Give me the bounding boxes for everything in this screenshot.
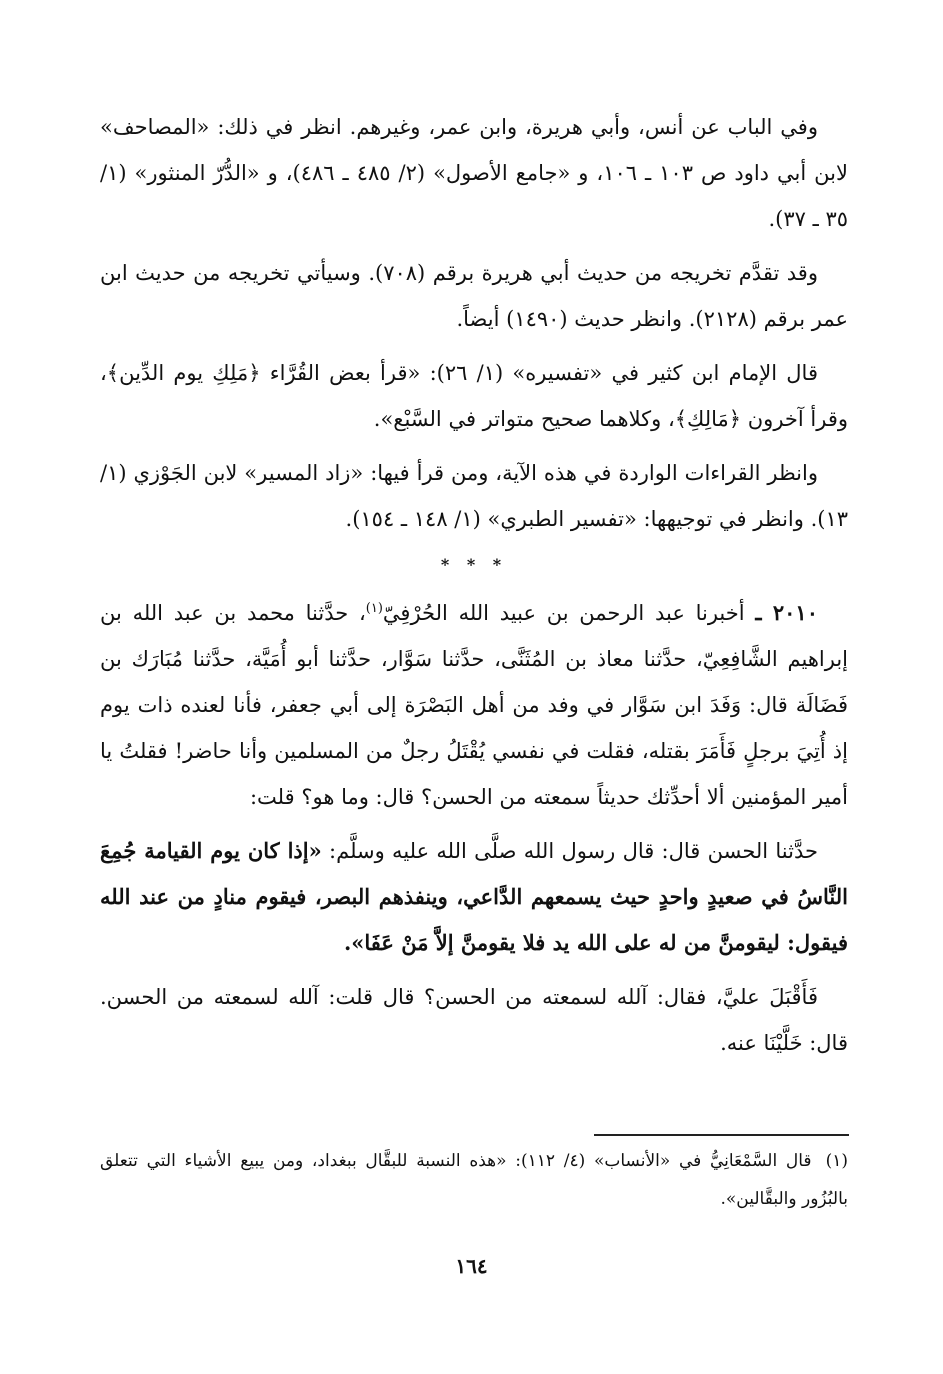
footnote-number: (١) (825, 1151, 848, 1171)
paragraph-references: وفي الباب عن أنس، وأبي هريرة، وابن عمر، وغيرهم. انظر في ذلك: «المصاحف» لابن أبي داود ص ١٠٣ ـ ١٠٦، و «جامع الأصول» (٢/ ٤٨٥ ـ ٤٨٦)، و «الدُّرّ المنثور» (١/ ٣٥ ـ ٣٧). (100, 115, 848, 231)
hadith-isnad (100, 590, 848, 820)
isnad-text-rest: ، حدَّثنا محمد بن عبد الله بن إبراهيم الشَّافِعِيّ، حدَّثنا معاذ بن المُثَنَّى، حدَّثنا سَوَّار، حدَّثنا أبو أُمَيَّة، حدَّثنا مُبَارَك بن فَضَالَة قال: وَفَدَ ابن سَوَّار في وفد من أهل البَصْرَة إلى أبي جعفر، فأنا لعنده ذات يوم إذ أُتِيَ برجلٍ فَأَمَرَ بقتله، فقلت في نفسي يُقْتَلُ رجلٌ من المسلمين وأنا حاضر! فقلتُ يا أمير المؤمنين ألا أحدِّثك حديثاً سمعته من الحسن؟ قال: وما هو؟ قلت: (100, 601, 848, 809)
paragraph-qiraat: وانظر القراءات الواردة في هذه الآية، ومن قرأ فيها: «زاد المسير» لابن الجَوْزي (١/ ١٣). وانظر في توجيهها: «تفسير الطبري» (١/ ١٤٨ ـ ١٥٤). (100, 461, 848, 531)
hadith-matn (100, 828, 848, 966)
isnad-text-start: أخبرنا عبد الرحمن بن عبيد الله الحُرْفِيّ (382, 601, 745, 625)
paragraph-ibn-kathir: قال الإمام ابن كثير في «تفسيره» (١/ ٢٦): «قرأ بعض القُرَّاء ﴿مَلِكِ يوم الدِّين﴾، وقرأ آخرون ﴿مَالِكِ﴾، وكلاهما صحيح متواتر في السَّبْع». (100, 361, 848, 431)
footnote-marker: (١) (365, 601, 383, 616)
hadith-ending: فَأَقْبَلَ عليَّ، فقال: آلله لسمعته من الحسن؟ قال قلت: آلله لسمعته من الحسن. قال: خَلَّيْنَا عنه. (100, 985, 848, 1055)
matn-intro: حدَّثنا الحسن قال: قال رسول الله صلَّى الله عليه وسلَّم: (321, 839, 818, 863)
paragraph-takhrij: وقد تقدَّم تخريجه من حديث أبي هريرة برقم (٧٠٨). وسيأتي تخريجه من حديث ابن عمر برقم (٢١٢٨). وانظر حديث (١٤٩٠) أيضاً. (100, 261, 848, 331)
section-separator: * * * (440, 555, 508, 574)
footnote-text: قال السَّمْعَانِيُّ في «الأنساب» (٤/ ١١٢): «هذه النسبة للبقَّال ببغداد، ومن يبيع الأشياء التي تتعلق بالبُزُور والبقَّالين». (100, 1151, 848, 1209)
page-number: ١٦٤ (455, 1254, 488, 1278)
main-text (100, 104, 848, 1074)
footnote (100, 1142, 848, 1218)
footnote-divider (594, 1134, 849, 1136)
hadith-number: ٢٠١٠ ـ (755, 600, 818, 625)
matn-prophetic-text: «إذا كان يوم القيامة جُمِعَ النَّاسُ في صعيدٍ واحدٍ حيث يسمعهم الدَّاعي، وينفذهم البصر، فيقوم منادٍ من عند الله فيقول: ليقومنَّ من له على الله يد فلا يقومنَّ إلاَّ مَنْ عَفَا». (100, 838, 848, 955)
